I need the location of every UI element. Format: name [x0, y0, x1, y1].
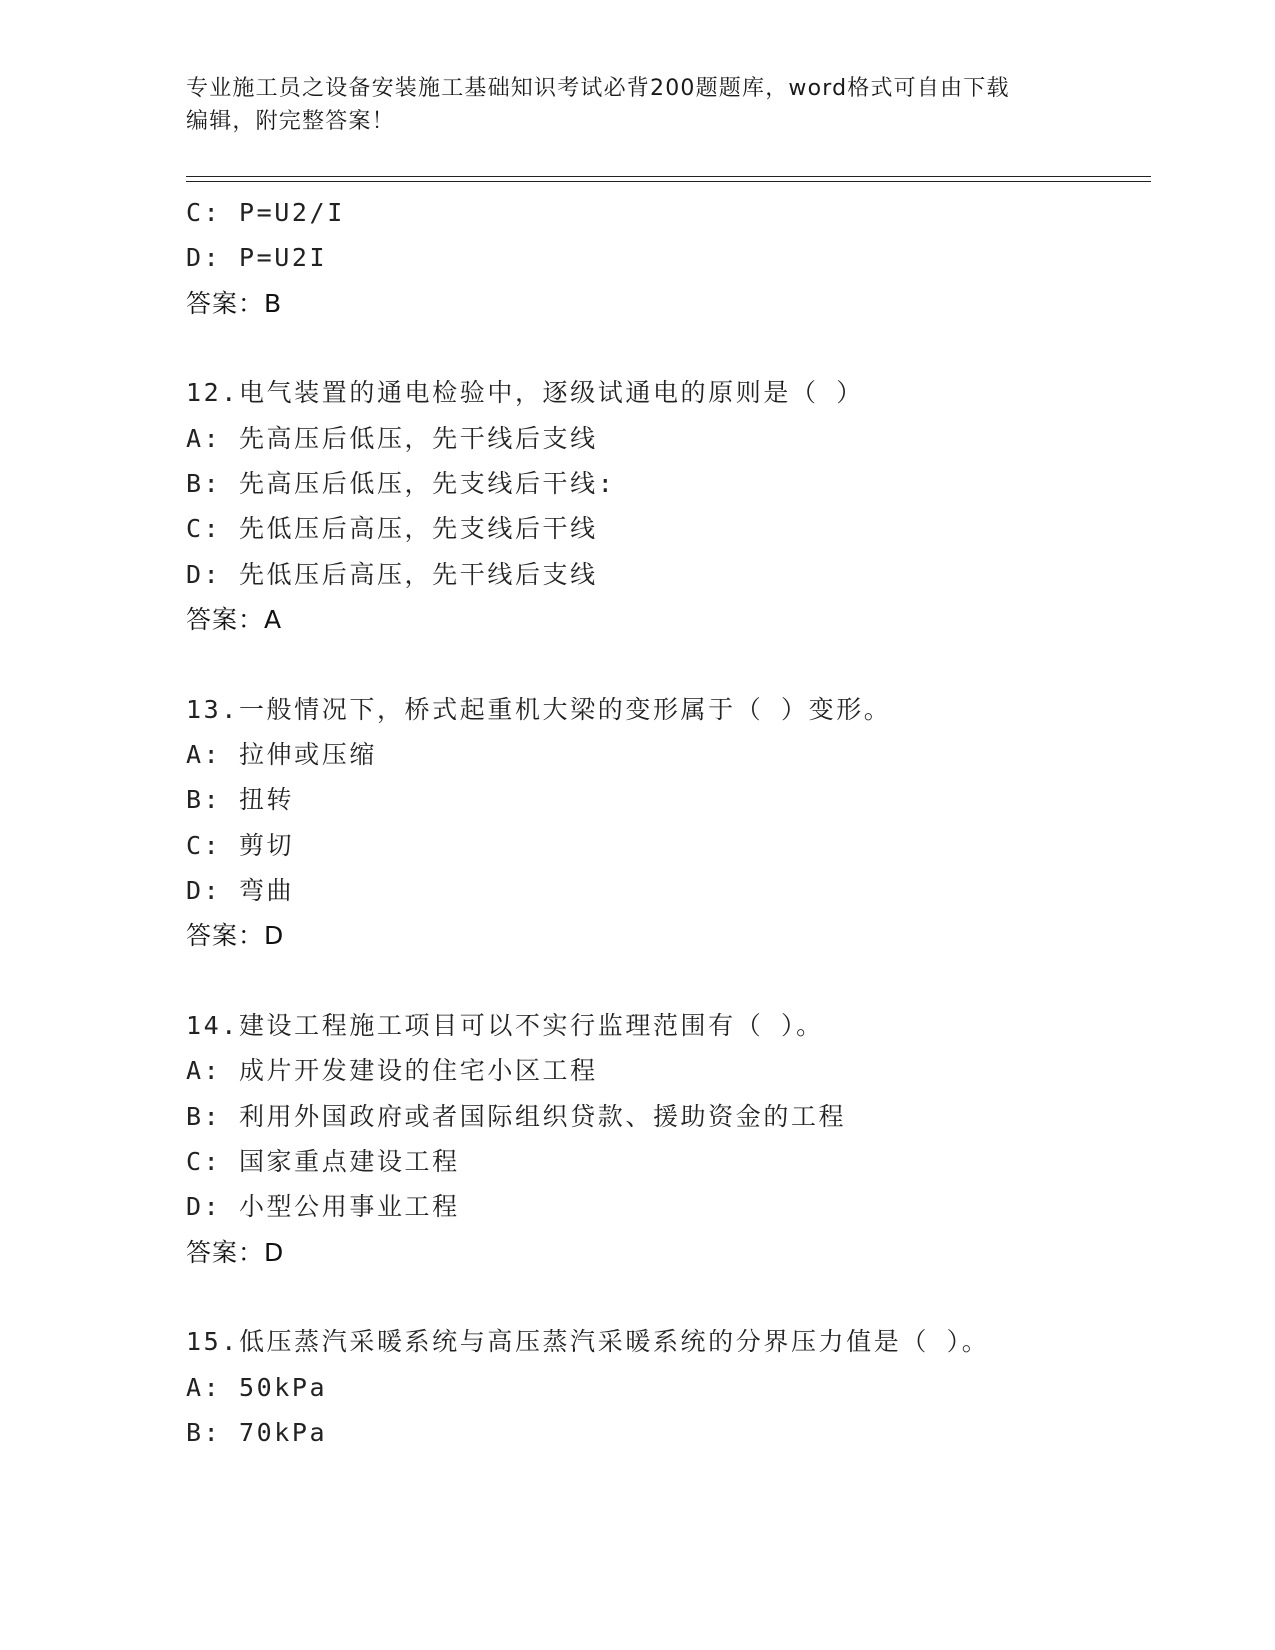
- option-line: D: 先低压后高压，先干线后支线: [186, 559, 598, 589]
- question-stem: 15.低压蒸汽采暖系统与高压蒸汽采暖系统的分界压力值是（ ）。: [186, 1327, 990, 1357]
- option-line: A: 先高压后低压，先干线后支线: [186, 423, 598, 453]
- answer-line: 答案：D: [186, 921, 285, 951]
- header-title-line-2: 编辑，附完整答案！: [186, 109, 395, 134]
- option-line: B: 70kPa: [186, 1417, 328, 1447]
- option-line: A: 成片开发建设的住宅小区工程: [186, 1056, 598, 1086]
- header-divider-bottom: [186, 181, 1151, 182]
- header-divider-top: [186, 176, 1151, 177]
- question-stem: 14.建设工程施工项目可以不实行监理范围有（ ）。: [186, 1010, 824, 1040]
- option-line: D: 小型公用事业工程: [186, 1192, 460, 1222]
- document-header: [186, 72, 1066, 138]
- answer-line: 答案：B: [186, 288, 283, 318]
- option-line: C: 剪切: [186, 830, 295, 860]
- option-line: C: 国家重点建设工程: [186, 1147, 460, 1177]
- header-title-line-1: 专业施工员之设备安装施工基础知识考试必背200题题库，word格式可自由下载: [186, 76, 1010, 101]
- option-line: D: P=U2I: [186, 243, 328, 273]
- option-line: C: 先低压后高压，先支线后干线: [186, 514, 598, 544]
- option-line: B: 先高压后低压，先支线后干线:: [186, 468, 616, 498]
- option-line: D: 弯曲: [186, 876, 295, 906]
- question-stem: 13.一般情况下，桥式起重机大梁的变形属于（ ）变形。: [186, 694, 892, 724]
- option-line: B: 扭转: [186, 785, 295, 815]
- option-line: A: 拉伸或压缩: [186, 739, 377, 769]
- answer-line: 答案：D: [186, 1237, 285, 1267]
- option-line: B: 利用外国政府或者国际组织贷款、援助资金的工程: [186, 1101, 847, 1131]
- option-line: A: 50kPa: [186, 1372, 328, 1402]
- question-list: [186, 190, 1146, 1455]
- answer-line: 答案：A: [186, 605, 283, 635]
- option-line: C: P=U2/I: [186, 198, 345, 227]
- question-stem: 12.电气装置的通电检验中，逐级试通电的原则是（ ）: [186, 378, 864, 408]
